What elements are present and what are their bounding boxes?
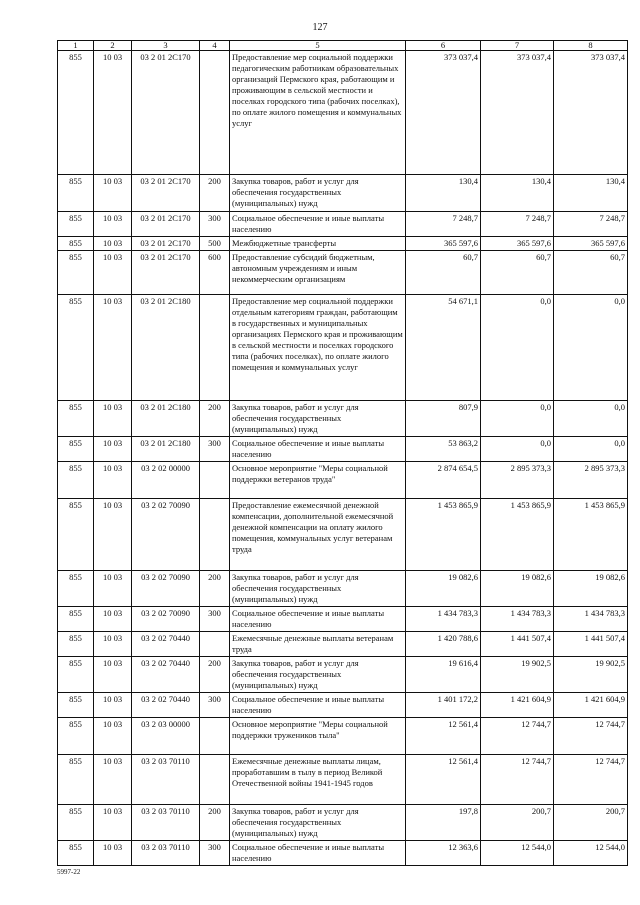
cell-admin: 855 <box>58 693 94 718</box>
table-row <box>58 632 628 657</box>
cell-admin: 855 <box>58 841 94 866</box>
cell-expense-type: 300 <box>200 693 230 718</box>
cell-value-6: 12 561,4 <box>406 718 481 755</box>
cell-value-8: 60,7 <box>554 251 628 295</box>
cell-section: 10 03 <box>94 437 132 462</box>
cell-value-6: 373 037,4 <box>406 51 481 175</box>
cell-admin: 855 <box>58 657 94 693</box>
cell-section: 10 03 <box>94 632 132 657</box>
cell-value-6: 365 597,6 <box>406 237 481 251</box>
cell-value-7: 1 434 783,3 <box>481 607 554 632</box>
cell-value-7: 0,0 <box>481 295 554 401</box>
table-row <box>58 175 628 212</box>
cell-value-8: 12 544,0 <box>554 841 628 866</box>
cell-section: 10 03 <box>94 51 132 175</box>
cell-value-7: 12 744,7 <box>481 755 554 805</box>
table-row <box>58 718 628 755</box>
page-number: 127 <box>312 22 328 33</box>
cell-expense-type <box>200 632 230 657</box>
cell-name: Социальное обеспечение и иные выплаты населению <box>230 841 406 866</box>
cell-value-6: 60,7 <box>406 251 481 295</box>
cell-value-6: 12 363,6 <box>406 841 481 866</box>
header-col-4: 4 <box>200 41 230 51</box>
cell-value-7: 19 902,5 <box>481 657 554 693</box>
cell-name: Закупка товаров, работ и услуг для обеспечения государственных (муниципальных) нужд <box>230 175 406 212</box>
cell-expense-type: 600 <box>200 251 230 295</box>
table-row <box>58 251 628 295</box>
cell-value-8: 365 597,6 <box>554 237 628 251</box>
cell-name: Ежемесячные денежные выплаты лицам, проработавшим в тылу в период Великой Отечественной войны 1941-1945 годов <box>230 755 406 805</box>
cell-section: 10 03 <box>94 175 132 212</box>
cell-section: 10 03 <box>94 841 132 866</box>
cell-section: 10 03 <box>94 571 132 607</box>
header-row <box>58 41 628 51</box>
cell-section: 10 03 <box>94 499 132 571</box>
cell-name: Основное мероприятие "Меры социальной поддержки ветеранов труда" <box>230 462 406 499</box>
cell-section: 10 03 <box>94 237 132 251</box>
cell-value-8: 0,0 <box>554 295 628 401</box>
cell-target: 03 2 01 2С170 <box>132 212 200 237</box>
cell-value-8: 1 434 783,3 <box>554 607 628 632</box>
cell-target: 03 2 03 70110 <box>132 805 200 841</box>
cell-expense-type <box>200 51 230 175</box>
cell-target: 03 2 01 2С180 <box>132 295 200 401</box>
cell-target: 03 2 02 70440 <box>132 693 200 718</box>
cell-value-6: 12 561,4 <box>406 755 481 805</box>
cell-expense-type: 200 <box>200 401 230 437</box>
cell-expense-type: 300 <box>200 437 230 462</box>
cell-name: Закупка товаров, работ и услуг для обеспечения государственных (муниципальных) нужд <box>230 805 406 841</box>
cell-target: 03 2 03 70110 <box>132 755 200 805</box>
cell-admin: 855 <box>58 755 94 805</box>
header-col-3: 3 <box>132 41 200 51</box>
cell-admin: 855 <box>58 632 94 657</box>
table-row <box>58 607 628 632</box>
cell-section: 10 03 <box>94 805 132 841</box>
cell-name: Ежемесячные денежные выплаты ветеранам труда <box>230 632 406 657</box>
footer-document-code: 5997-22 <box>57 868 81 876</box>
cell-name: Предоставление ежемесячной денежной компенсации, дополнительной ежемесячной денежной компенсации на оплату жилого помещения, коммунальных услуг ветеранам труда <box>230 499 406 571</box>
cell-target: 03 2 02 70440 <box>132 657 200 693</box>
header-col-2: 2 <box>94 41 132 51</box>
cell-value-8: 2 895 373,3 <box>554 462 628 499</box>
cell-value-7: 200,7 <box>481 805 554 841</box>
cell-name: Закупка товаров, работ и услуг для обеспечения государственных (муниципальных) нужд <box>230 571 406 607</box>
cell-value-8: 12 744,7 <box>554 755 628 805</box>
cell-target: 03 2 03 00000 <box>132 718 200 755</box>
cell-admin: 855 <box>58 295 94 401</box>
cell-value-8: 19 082,6 <box>554 571 628 607</box>
cell-value-8: 373 037,4 <box>554 51 628 175</box>
cell-value-8: 1 453 865,9 <box>554 499 628 571</box>
cell-value-6: 1 434 783,3 <box>406 607 481 632</box>
cell-value-6: 53 863,2 <box>406 437 481 462</box>
cell-value-8: 130,4 <box>554 175 628 212</box>
cell-expense-type <box>200 499 230 571</box>
cell-value-7: 2 895 373,3 <box>481 462 554 499</box>
cell-expense-type: 200 <box>200 175 230 212</box>
table-row <box>58 755 628 805</box>
cell-admin: 855 <box>58 462 94 499</box>
cell-admin: 855 <box>58 499 94 571</box>
header-col-5: 5 <box>230 41 406 51</box>
cell-name: Социальное обеспечение и иные выплаты населению <box>230 437 406 462</box>
cell-value-7: 1 441 507,4 <box>481 632 554 657</box>
cell-target: 03 2 02 70090 <box>132 571 200 607</box>
header-col-6: 6 <box>406 41 481 51</box>
cell-section: 10 03 <box>94 401 132 437</box>
cell-admin: 855 <box>58 437 94 462</box>
cell-value-8: 200,7 <box>554 805 628 841</box>
cell-value-8: 0,0 <box>554 401 628 437</box>
cell-name: Социальное обеспечение и иные выплаты населению <box>230 607 406 632</box>
cell-expense-type: 300 <box>200 841 230 866</box>
cell-target: 03 2 03 70110 <box>132 841 200 866</box>
cell-value-6: 19 616,4 <box>406 657 481 693</box>
header-col-7: 7 <box>481 41 554 51</box>
cell-expense-type: 200 <box>200 805 230 841</box>
cell-admin: 855 <box>58 607 94 632</box>
cell-target: 03 2 01 2С170 <box>132 175 200 212</box>
cell-target: 03 2 01 2С180 <box>132 437 200 462</box>
cell-value-7: 7 248,7 <box>481 212 554 237</box>
table-row <box>58 401 628 437</box>
cell-section: 10 03 <box>94 212 132 237</box>
cell-value-8: 12 744,7 <box>554 718 628 755</box>
cell-target: 03 2 01 2С180 <box>132 401 200 437</box>
cell-name: Предоставление мер социальной поддержки педагогическим работникам образовательных организаций Пермского края, работающим и проживающим в сельской местности и поселках городского типа (рабочих поселках), по оплате жилого помещения и коммунальных услуг <box>230 51 406 175</box>
cell-target: 03 2 02 70090 <box>132 499 200 571</box>
table-row <box>58 693 628 718</box>
cell-name: Основное мероприятие "Меры социальной поддержки тружеников тыла" <box>230 718 406 755</box>
cell-value-7: 12 744,7 <box>481 718 554 755</box>
cell-target: 03 2 02 00000 <box>132 462 200 499</box>
cell-value-8: 19 902,5 <box>554 657 628 693</box>
cell-value-8: 0,0 <box>554 437 628 462</box>
cell-admin: 855 <box>58 571 94 607</box>
cell-value-7: 0,0 <box>481 437 554 462</box>
table-row <box>58 805 628 841</box>
cell-value-7: 19 082,6 <box>481 571 554 607</box>
cell-name: Закупка товаров, работ и услуг для обеспечения государственных (муниципальных) нужд <box>230 657 406 693</box>
cell-name: Социальное обеспечение и иные выплаты населению <box>230 212 406 237</box>
table-row <box>58 51 628 175</box>
table-row <box>58 437 628 462</box>
cell-target: 03 2 01 2С170 <box>132 251 200 295</box>
cell-expense-type: 200 <box>200 657 230 693</box>
table-row <box>58 571 628 607</box>
cell-value-7: 60,7 <box>481 251 554 295</box>
cell-expense-type: 300 <box>200 212 230 237</box>
table-row <box>58 462 628 499</box>
cell-admin: 855 <box>58 237 94 251</box>
cell-expense-type: 300 <box>200 607 230 632</box>
cell-name: Межбюджетные трансферты <box>230 237 406 251</box>
cell-value-6: 197,8 <box>406 805 481 841</box>
cell-section: 10 03 <box>94 462 132 499</box>
table-row <box>58 212 628 237</box>
cell-value-6: 807,9 <box>406 401 481 437</box>
cell-value-6: 2 874 654,5 <box>406 462 481 499</box>
cell-target: 03 2 01 2С170 <box>132 237 200 251</box>
cell-value-7: 1 421 604,9 <box>481 693 554 718</box>
cell-section: 10 03 <box>94 755 132 805</box>
cell-admin: 855 <box>58 251 94 295</box>
cell-expense-type <box>200 295 230 401</box>
cell-value-7: 12 544,0 <box>481 841 554 866</box>
cell-value-7: 1 453 865,9 <box>481 499 554 571</box>
cell-admin: 855 <box>58 401 94 437</box>
cell-value-6: 54 671,1 <box>406 295 481 401</box>
cell-name: Социальное обеспечение и иные выплаты населению <box>230 693 406 718</box>
cell-section: 10 03 <box>94 718 132 755</box>
table-row <box>58 237 628 251</box>
cell-value-6: 1 420 788,6 <box>406 632 481 657</box>
cell-admin: 855 <box>58 51 94 175</box>
cell-target: 03 2 02 70440 <box>132 632 200 657</box>
cell-admin: 855 <box>58 175 94 212</box>
cell-name: Предоставление мер социальной поддержки отдельным категориям граждан, работающим в государственных и муниципальных организациях Пермского края и проживающим в сельской местности и поселках городского типа (рабочих поселках), по оплате жилого помещения и коммунальных услуг <box>230 295 406 401</box>
cell-expense-type: 500 <box>200 237 230 251</box>
header-col-1: 1 <box>58 41 94 51</box>
cell-value-7: 365 597,6 <box>481 237 554 251</box>
budget-table <box>57 40 628 866</box>
cell-value-6: 130,4 <box>406 175 481 212</box>
cell-value-6: 1 453 865,9 <box>406 499 481 571</box>
cell-target: 03 2 02 70090 <box>132 607 200 632</box>
cell-value-8: 1 421 604,9 <box>554 693 628 718</box>
cell-value-8: 1 441 507,4 <box>554 632 628 657</box>
cell-target: 03 2 01 2С170 <box>132 51 200 175</box>
cell-admin: 855 <box>58 212 94 237</box>
cell-value-6: 7 248,7 <box>406 212 481 237</box>
cell-section: 10 03 <box>94 295 132 401</box>
cell-admin: 855 <box>58 718 94 755</box>
cell-expense-type <box>200 718 230 755</box>
cell-admin: 855 <box>58 805 94 841</box>
header-col-8: 8 <box>554 41 628 51</box>
cell-value-7: 0,0 <box>481 401 554 437</box>
table-row <box>58 657 628 693</box>
cell-value-6: 1 401 172,2 <box>406 693 481 718</box>
table-row <box>58 841 628 866</box>
cell-section: 10 03 <box>94 657 132 693</box>
cell-expense-type <box>200 462 230 499</box>
cell-value-7: 130,4 <box>481 175 554 212</box>
cell-section: 10 03 <box>94 607 132 632</box>
cell-value-8: 7 248,7 <box>554 212 628 237</box>
cell-section: 10 03 <box>94 251 132 295</box>
cell-expense-type: 200 <box>200 571 230 607</box>
cell-value-7: 373 037,4 <box>481 51 554 175</box>
cell-section: 10 03 <box>94 693 132 718</box>
cell-name: Закупка товаров, работ и услуг для обеспечения государственных (муниципальных) нужд <box>230 401 406 437</box>
cell-expense-type <box>200 755 230 805</box>
table-row <box>58 499 628 571</box>
table-row <box>58 295 628 401</box>
cell-value-6: 19 082,6 <box>406 571 481 607</box>
cell-name: Предоставление субсидий бюджетным, автономным учреждениям и иным некоммерческим организациям <box>230 251 406 295</box>
